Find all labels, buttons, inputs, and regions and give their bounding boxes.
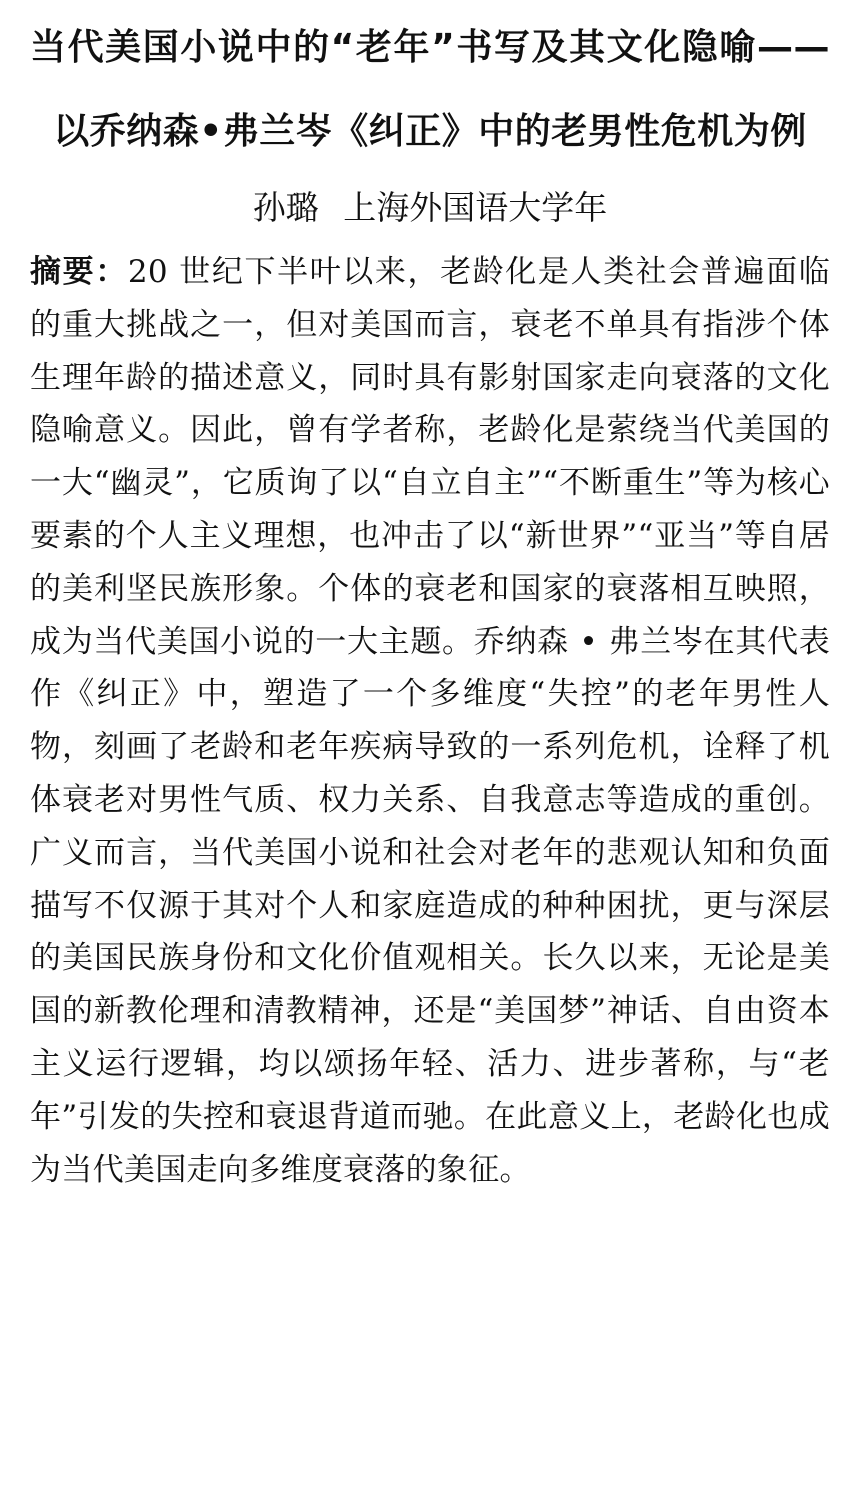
author-affiliation: 上海外国语大学年: [343, 188, 608, 227]
abstract-text: 20 世纪下半叶以来，老龄化是人类社会普遍面临的重大挑战之一，但对美国而言，衰老不单具有指涉个体生理年龄的描述意义，同时具有影射国家走向衰落的文化隐喻意义。因此，曾有学者称，老龄化是萦绕当代美国的一大“幽灵”，它质询了以“自立自主”“不断重生”等为核心要素的个人主义理想，也冲击了以“新世界”“亚当”等自居的美利坚民族形象。个体的衰老和国家的衰落相互映照，成为当代美国小说的一大主题。乔纳森 • 弗兰岑在其代表作《纠正》中，塑造了一个多维度“失控”的老年男性人物，刻画了老龄和老年疾病导致的一系列危机，诠释了机体衰老对男性气质、权力关系、自我意志等造成的重创。广义而言，当代美国小说和社会对老年的悲观认知和负面描写不仅源于其对个人和家庭造成的种种困扰，更与深层的美国民族身份和文化价值观相关。长久以来，无论是美国的新教伦理和清教精神，还是“美国梦”神话、自由资本主义运行逻辑，均以颂扬年轻、活力、进步著称，与“老年”引发的失控和衰退背道而驰。在此意义上，老龄化也成为当代美国走向多维度衰落的象征。: [30, 254, 831, 1188]
abstract-label: 摘要：: [30, 254, 128, 290]
author-name: 孙璐: [252, 188, 319, 227]
author-line: [30, 186, 830, 230]
article-page: [30, 0, 830, 1196]
article-title: 当代美国小说中的“老年”书写及其文化隐喻——以乔纳森•弗兰岑《纠正》中的老男性危机为例: [30, 27, 830, 152]
abstract-paragraph: [30, 246, 830, 1196]
